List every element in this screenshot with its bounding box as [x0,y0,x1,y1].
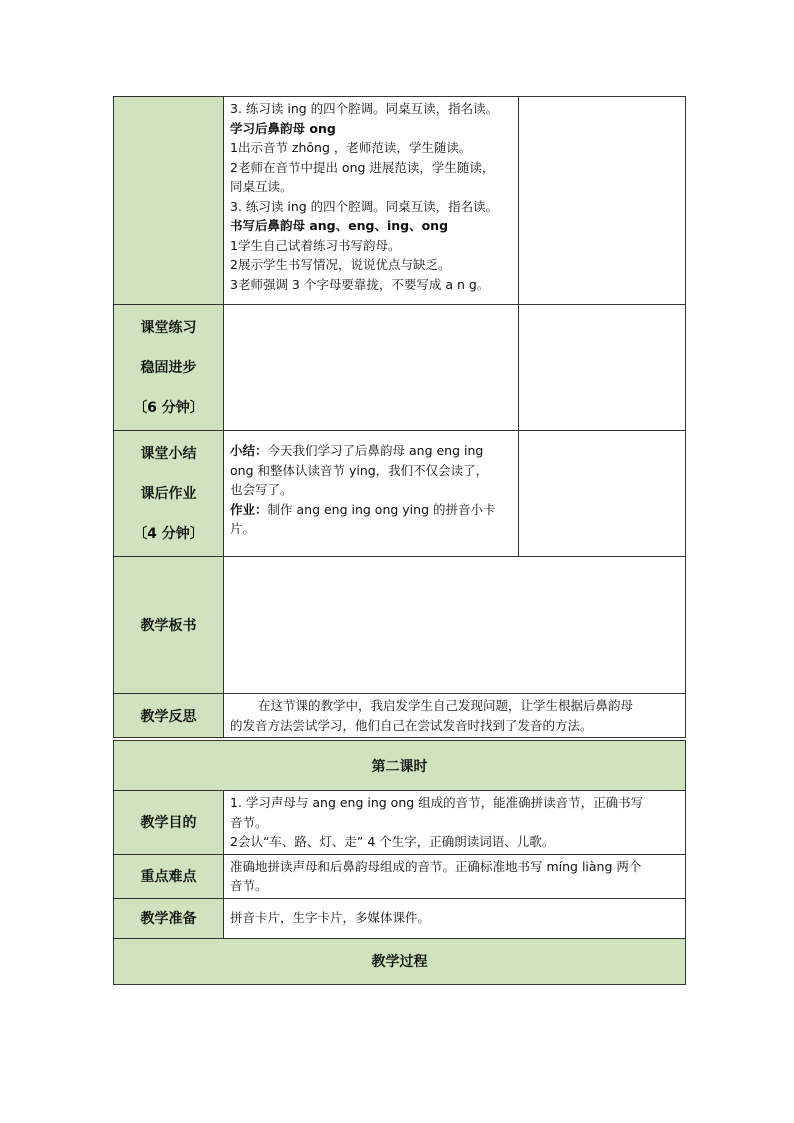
row-key-points [114,854,686,898]
row-board-writing [114,557,686,694]
row-preparation [114,898,686,938]
key-points-cell: 准确地拼读声母和后鼻韵母组成的音节。正确标准地书写 míng liàng 两个 音节。 [224,854,686,898]
notes-cell [519,305,686,431]
step-line: 2老师在音节中提出 ong 进展范读，学生随读， [230,159,495,175]
row-learning-steps [114,97,686,305]
step-line: 2展示学生书写情况，说说优点与缺乏。 [230,257,451,272]
practice-content-cell [224,305,519,431]
step-line: 1学生自己试着练习书写韵母。 [230,237,401,253]
notes-cell [519,431,686,557]
step-line: 1出示音节 zhōng ，老师范读，学生随读。 [230,140,472,155]
homework-label: 作业： [230,501,268,517]
goals-cell: 1. 学习声母与 ang eng ing ong 组成的音节，能准确拼读音节，正确书写 音节。 2会认“车、路、灯、走” 4 个生字，正确朗读词语、儿歌。 [224,791,686,855]
row-label-empty [114,97,224,305]
row-practice [114,305,686,431]
row-label-summary: 课堂小结 课后作业 〔4 分钟〕 [114,431,224,557]
row-label-prep: 教学准备 [114,898,224,938]
step-line: 同桌互读。 [230,179,293,194]
row-label-key: 重点难点 [114,854,224,898]
step-line: 3. 练习读 ing 的四个腔调。同桌互读，指名读。 [230,198,499,214]
row-label-practice: 课堂练习 稳固进步 〔6 分钟〕 [114,305,224,431]
lesson-plan-table-1 [113,96,686,738]
section-heading: 书写后鼻韵母 ang、eng、ing、ong [230,218,449,233]
reflection-cell: 在这节课的教学中，我启发学生自己发现问题，让学生根据后鼻韵母 的发音方法尝试学习，他们自己在尝试发音时找到了发音的方法。 [224,694,686,738]
process-title: 教学过程 [114,938,686,984]
row-label-board: 教学板书 [114,557,224,694]
notes-cell [519,97,686,305]
row-label-goals: 教学目的 [114,791,224,855]
summary-label: 小结： [230,443,268,458]
learning-steps-cell [224,97,519,305]
lesson-plan-table-2 [113,740,686,985]
summary-cell: 小结：今天我们学习了后鼻韵母 ang eng ing ong 和整体认读音节 ying，我们不仅会读了， 也会写了。 作业：制作 ang eng ing ong ying 的拼音小卡 片。 [224,431,519,557]
period-title: 第二课时 [114,741,686,791]
row-period-title [114,741,686,791]
preparation-cell: 拼音卡片，生字卡片，多媒体课件。 [224,898,686,938]
row-process [114,938,686,984]
row-summary [114,431,686,557]
step-line: 3老师强调 3 个字母要靠拢，不要写成 a n g。 [230,276,490,292]
row-reflection [114,694,686,738]
step-line: 3. 练习读 ing 的四个腔调。同桌互读，指名读。 [230,101,499,116]
board-writing-cell [224,557,686,694]
row-label-reflection: 教学反思 [114,694,224,738]
section-heading: 学习后鼻韵母 ong [230,120,336,136]
row-goals [114,791,686,855]
